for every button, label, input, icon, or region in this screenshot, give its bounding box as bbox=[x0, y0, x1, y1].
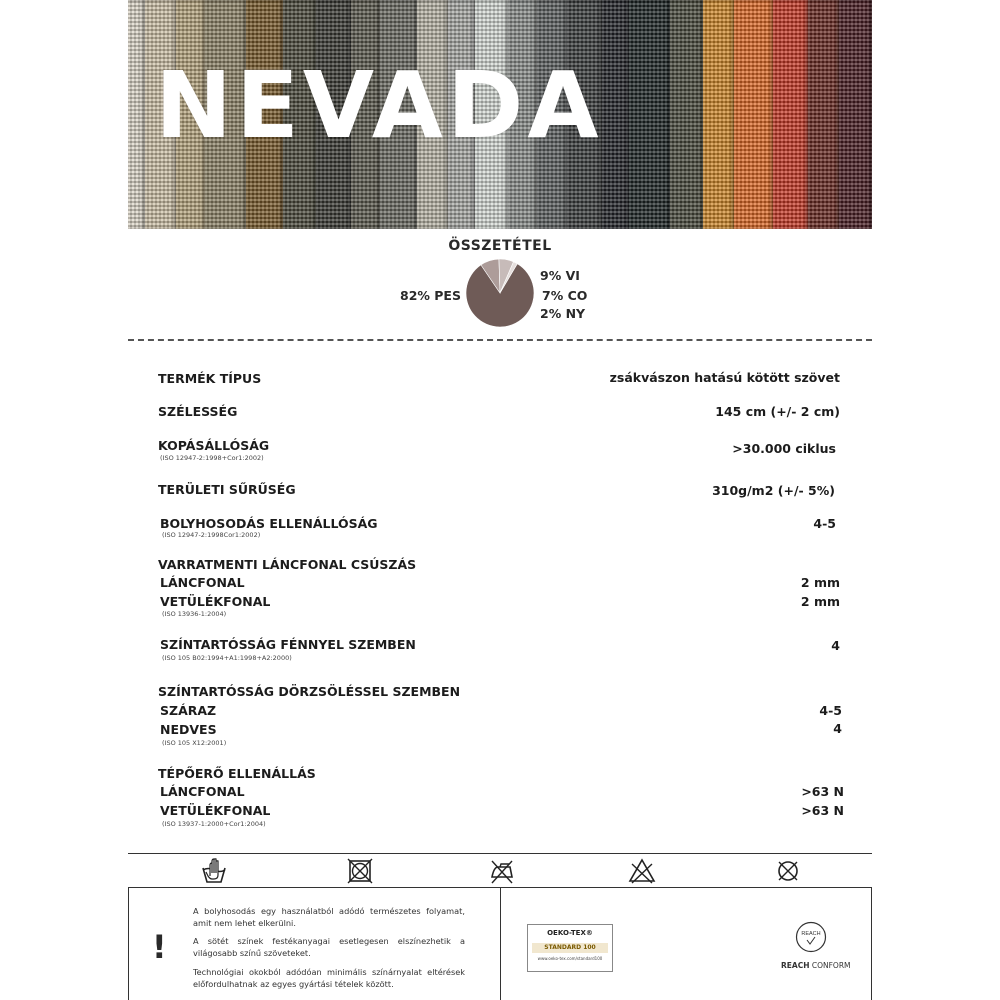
spec-abrasion-label: KOPÁSÁLLÓSÁG bbox=[158, 438, 270, 453]
reach-conform-label bbox=[781, 961, 851, 970]
footer-left-border bbox=[128, 888, 129, 1000]
fabric-swatch bbox=[839, 0, 872, 229]
note-dark-colors: A sötét színek festékanyagai esetlegesen elszínezhetik a világosabb színű szöveteket. bbox=[193, 936, 465, 958]
spec-pilling-label: BOLYHOSODÁS ELLENÁLLÓSÁG bbox=[160, 516, 378, 531]
spec-rub-wet-label: NEDVES bbox=[160, 722, 217, 737]
product-title: NEVADA bbox=[155, 52, 603, 159]
spec-slip-label: VARRATMENTI LÁNCFONAL CSÚSZÁS bbox=[158, 557, 417, 572]
footer-center-divider bbox=[500, 888, 501, 1000]
composition-pie-chart bbox=[465, 258, 535, 328]
fabric-swatch bbox=[602, 0, 629, 229]
no-dry-clean-icon bbox=[773, 856, 803, 886]
spec-rub-label: SZÍNTARTÓSSÁG DÖRZSÖLÉSSEL SZEMBEN bbox=[158, 684, 461, 699]
spec-weight-label: TERÜLETI SŰRŰSÉG bbox=[158, 482, 296, 497]
spec-type-label: TERMÉK TÍPUS bbox=[158, 371, 262, 386]
composition-ny: 2% NY bbox=[540, 306, 586, 321]
oeko-tex-brand: OEKO-TEX® bbox=[547, 929, 593, 937]
spec-slip-weft-label: VETÜLÉKFONAL bbox=[160, 594, 271, 609]
oeko-tex-logo bbox=[527, 924, 613, 972]
composition-title: ÖSSZETÉTEL bbox=[448, 238, 552, 254]
composition-vi: 9% VI bbox=[540, 268, 580, 283]
fabric-swatch bbox=[629, 0, 670, 229]
spec-tear-weft-label: VETÜLÉKFONAL bbox=[160, 803, 271, 818]
reach-rest: CONFORM bbox=[809, 961, 851, 970]
care-top-divider bbox=[128, 853, 872, 854]
spec-tear-weft-value: >63 N bbox=[801, 803, 844, 818]
oeko-tex-standard: STANDARD 100 bbox=[532, 943, 608, 953]
spec-weight-value: 310g/m2 (+/- 5%) bbox=[712, 483, 835, 498]
spec-light-label: SZÍNTARTÓSSÁG FÉNNYEL SZEMBEN bbox=[160, 637, 416, 652]
note-pilling: A bolyhosodás egy használatból adódó természetes folyamat, amit nem lehet elkerülni. bbox=[193, 906, 465, 928]
reach-icon bbox=[795, 921, 827, 953]
spec-light-value: 4 bbox=[831, 638, 840, 653]
composition-pes: 82% PES bbox=[400, 288, 461, 303]
spec-abrasion-standard: (ISO 12947-2:1998+Cor1:2002) bbox=[160, 454, 264, 462]
fabric-swatch bbox=[128, 0, 145, 229]
oeko-tex-url: www.oeko-tex.com/standard100 bbox=[537, 956, 603, 961]
note-shade-variation: Technológiai okokból adódóan minimális színárnyalat eltérések előfordulhatnak az egyes gyártási tételek között. bbox=[193, 967, 465, 989]
spec-tear-warp-label: LÁNCFONAL bbox=[160, 784, 245, 799]
spec-light-standard: (ISO 105 B02:1994+A1:1998+A2:2000) bbox=[162, 654, 292, 662]
reach-badge-text: REACH bbox=[801, 931, 821, 937]
spec-abrasion-value: >30.000 ciklus bbox=[732, 441, 836, 456]
spec-rub-dry-value: 4-5 bbox=[819, 703, 842, 718]
spec-pilling-value: 4-5 bbox=[813, 516, 836, 531]
spec-pilling-standard: (ISO 12947-2:1998Cor1:2002) bbox=[162, 531, 261, 539]
footer-right-border bbox=[871, 888, 872, 1000]
hand-wash-icon bbox=[199, 856, 229, 886]
fabric-swatch bbox=[670, 0, 703, 229]
fabric-swatch bbox=[734, 0, 773, 229]
spec-slip-warp-label: LÁNCFONAL bbox=[160, 575, 245, 590]
no-tumble-dry-icon bbox=[345, 856, 375, 886]
spec-rub-wet-value: 4 bbox=[833, 721, 842, 736]
spec-type-value: zsákvászon hatású kötött szövet bbox=[609, 370, 840, 385]
fabric-swatch bbox=[703, 0, 734, 229]
spec-slip-standard: (ISO 13936-1:2004) bbox=[162, 610, 227, 618]
reach-bold: REACH bbox=[781, 961, 810, 970]
spec-slip-weft-value: 2 mm bbox=[800, 594, 840, 609]
spec-slip-warp-value: 2 mm bbox=[800, 575, 840, 590]
spec-tear-standard: (ISO 13937-1:2000+Cor1:2004) bbox=[162, 820, 266, 828]
fabric-swatch bbox=[773, 0, 808, 229]
spec-tear-warp-value: >63 N bbox=[801, 784, 844, 799]
no-iron-icon bbox=[487, 856, 517, 886]
spec-tear-label: TÉPŐERŐ ELLENÁLLÁS bbox=[158, 766, 316, 781]
spec-rub-dry-label: SZÁRAZ bbox=[160, 703, 217, 718]
no-bleach-icon bbox=[627, 856, 657, 886]
warning-exclamation-icon: ! bbox=[152, 928, 167, 966]
spec-rub-standard: (ISO 105 X12:2001) bbox=[162, 739, 227, 747]
spec-width-label: SZÉLESSÉG bbox=[158, 404, 238, 419]
spec-width-value: 145 cm (+/- 2 cm) bbox=[715, 404, 840, 419]
fabric-swatch bbox=[808, 0, 839, 229]
dashed-divider bbox=[128, 339, 872, 341]
composition-co: 7% CO bbox=[542, 288, 588, 303]
